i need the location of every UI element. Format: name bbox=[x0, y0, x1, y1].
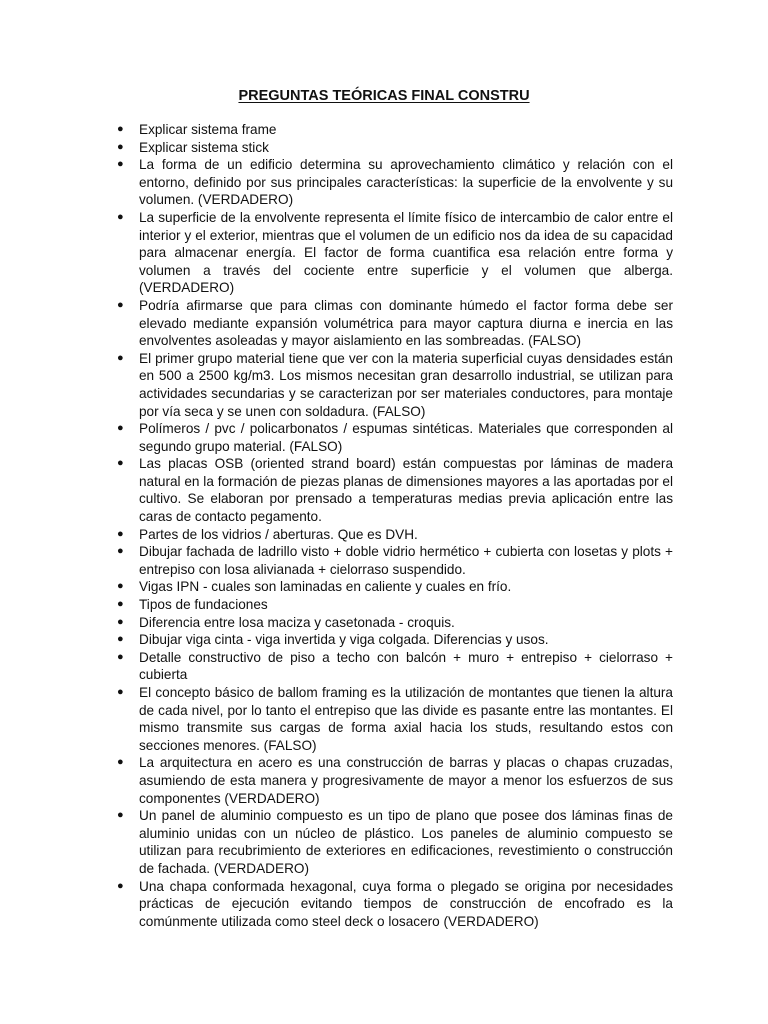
list-item bbox=[117, 614, 673, 632]
list-item bbox=[117, 807, 673, 877]
list-item bbox=[117, 209, 673, 297]
bullet-icon: ● bbox=[117, 809, 124, 822]
bullet-icon: ● bbox=[117, 298, 124, 311]
bullet-icon: ● bbox=[117, 158, 124, 171]
list-item bbox=[117, 526, 673, 544]
bullet-icon: ● bbox=[117, 351, 124, 364]
bullet-icon: ● bbox=[117, 527, 124, 540]
list-item bbox=[117, 455, 673, 525]
list-item-text: Dibujar fachada de ladrillo visto + doble vidrio hermético + cubierta con losetas y plots + entrepiso con losa alivianada + cielorraso suspendido. bbox=[139, 544, 673, 577]
list-item bbox=[117, 578, 673, 596]
list-item bbox=[117, 297, 673, 350]
bullet-icon: ● bbox=[117, 140, 124, 153]
list-item-text: El primer grupo material tiene que ver con la materia superficial cuyas densidades están en 500 a 2500 kg/m3. Los mismos necesitan gran desarrollo industrial, se utilizan para actividades secundarias y se caracterizan por ser materiales conductores, para montaje por vía seca y se unen con soldadura. (FALSO) bbox=[139, 350, 673, 419]
list-item-text: Polímeros / pvc / policarbonatos / espumas sintéticas. Materiales que corresponden al segundo grupo material. (FALSO) bbox=[139, 421, 673, 454]
list-item bbox=[117, 631, 673, 649]
list-item bbox=[117, 156, 673, 209]
list-item-text: La superficie de la envolvente representa el límite físico de intercambio de calor entre el interior y el exterior, mientras que el volumen de un edificio nos da idea de su capacidad para almacenar energía. El factor de forma cuantifica esa relación entre forma y volumen a través del cociente entre superficie y el volumen que alberga. (VERDADERO) bbox=[139, 209, 673, 296]
bullet-icon: ● bbox=[117, 756, 124, 769]
list-item-text: La arquitectura en acero es una construcción de barras y placas o chapas cruzadas, asumiendo de esta manera y progresivamente de mayor a menor los esfuerzos de sus componentes (VERDADERO) bbox=[139, 755, 673, 806]
bullet-icon: ● bbox=[117, 580, 124, 593]
list-item bbox=[117, 350, 673, 420]
bullet-icon: ● bbox=[117, 615, 124, 628]
bullet-icon: ● bbox=[117, 879, 124, 892]
list-item bbox=[117, 878, 673, 931]
list-item-text: Partes de los vidrios / aberturas. Que es DVH. bbox=[139, 526, 418, 542]
list-item-text: Tipos de fundaciones bbox=[139, 597, 268, 613]
bullet-icon: ● bbox=[117, 457, 124, 470]
list-item-text: Diferencia entre losa maciza y casetonada - croquis. bbox=[139, 614, 455, 630]
bullet-icon: ● bbox=[117, 123, 124, 135]
bullet-icon: ● bbox=[117, 633, 124, 646]
list-item-text: Explicar sistema stick bbox=[139, 139, 269, 155]
list-item-text: Las placas OSB (oriented strand board) están compuestas por láminas de madera natural en la formación de piezas planas de dimensiones mayores a las aportadas por el cultivo. Se elaboran por prensado a temperaturas medias previa aplicación entre las caras de contacto pegamento. bbox=[139, 456, 673, 525]
bullet-icon: ● bbox=[117, 650, 124, 663]
list-item bbox=[117, 649, 673, 684]
list-item-text: Explicar sistema frame bbox=[139, 122, 277, 137]
list-item-text: Un panel de aluminio compuesto es un tipo de plano que posee dos láminas finas de aluminio unidas con un núcleo de plástico. Los paneles de aluminio compuesto se utilizan para recubrimiento de exteriores en edificaciones, revestimiento o construcción de fachada. (VERDADERO) bbox=[139, 808, 673, 876]
list-item bbox=[117, 684, 673, 754]
list-item-text: Vigas IPN - cuales son laminadas en caliente y cuales en frío. bbox=[139, 579, 512, 595]
bullet-icon: ● bbox=[117, 686, 124, 698]
list-item-text: Una chapa conformada hexagonal, cuya forma o plegado se origina por necesidades prácticas de ejecución evitando tiempos de construcción de encofrado es la comúnmente utilizada como steel deck o losacero (VERDADERO) bbox=[139, 878, 673, 929]
list-item bbox=[117, 420, 673, 455]
page-title: PREGUNTAS TEÓRICAS FINAL CONSTRU bbox=[238, 88, 530, 104]
list-item-text: Dibujar viga cinta - viga invertida y viga colgada. Diferencias y usos. bbox=[139, 632, 549, 648]
list-item-text: Podría afirmarse que para climas con dominante húmedo el factor forma debe ser elevado mediante expansión volumétrica para mayor captura diurna e inercia en las envolventes asoleadas y mayor aislamiento en las sombreadas. (FALSO) bbox=[139, 297, 673, 349]
list-item bbox=[117, 121, 673, 139]
list-item bbox=[117, 754, 673, 807]
question-list bbox=[117, 121, 673, 930]
list-item bbox=[117, 543, 673, 578]
list-item bbox=[117, 139, 673, 157]
list-item-text: Detalle constructivo de piso a techo con balcón + muro + entrepiso + cielorraso + cubierta bbox=[139, 649, 673, 683]
bullet-icon: ● bbox=[117, 210, 124, 223]
list-item-text: La forma de un edificio determina su aprovechamiento climático y relación con el entorno, definido por sus principales características: la superficie de la envolvente y su volumen. (VERDADERO) bbox=[139, 157, 673, 208]
list-item bbox=[117, 596, 673, 614]
bullet-icon: ● bbox=[117, 545, 124, 558]
bullet-icon: ● bbox=[117, 598, 124, 611]
bullet-icon: ● bbox=[117, 422, 124, 435]
list-item-text: El concepto básico de ballom framing es la utilización de montantes que tienen la altura de cada nivel, por lo tanto el entrepiso que las divide es pasante entre las montantes. El mismo transmite sus cargas de forma axial hacia los studs, resultando estos con secciones menores. (FALSO) bbox=[139, 685, 673, 753]
